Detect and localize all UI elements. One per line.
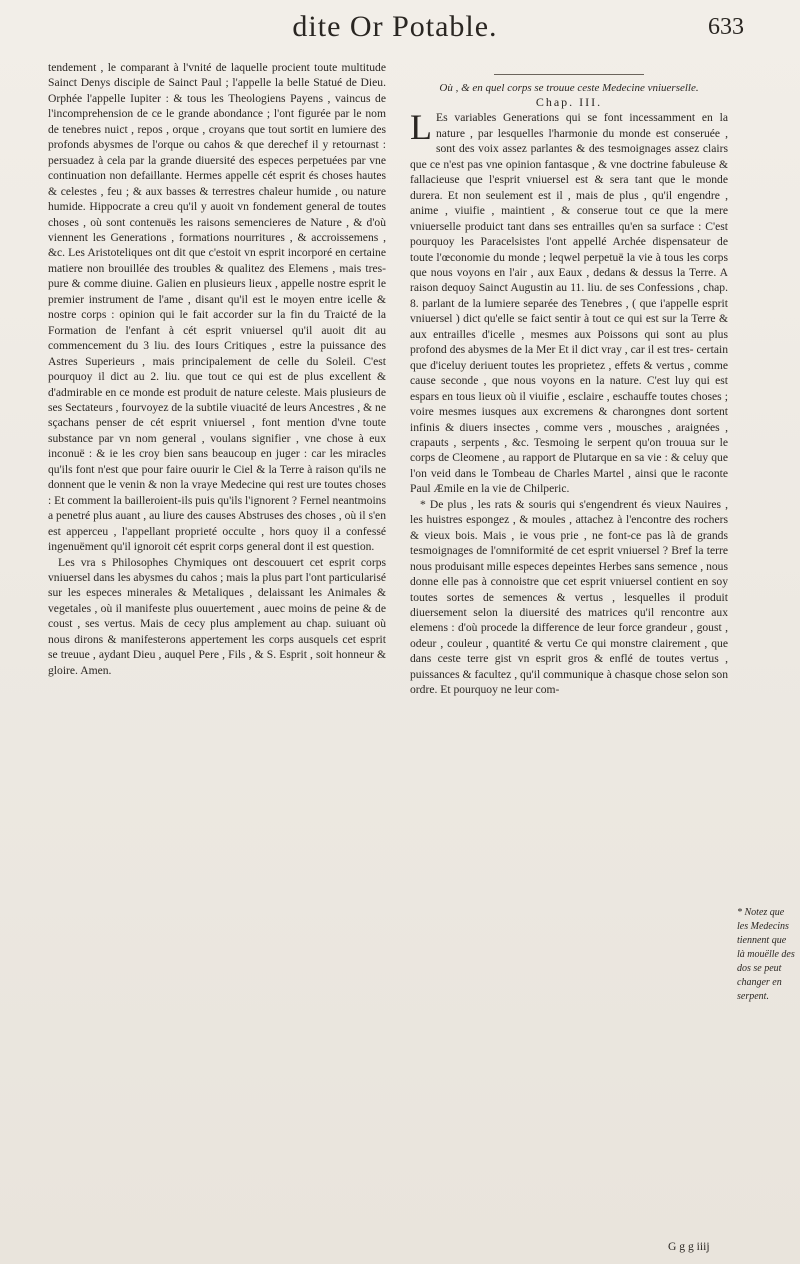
right-column	[410, 60, 728, 698]
signature-mark: G g g iiij	[668, 1240, 710, 1253]
drop-cap: L	[410, 107, 432, 148]
right-paragraph-1	[410, 107, 728, 496]
right-paragraph-1-text: Es variables Generations qui se font incessamment en la nature , par lesquelles l'harmonie du monde est conseruée , sont des voix assez parlantes & des tesmoignages assez clairs que ce n'est pas vne opinion fantasque , & vne doctrine fabuleuse & fallacieuse que l'esprit vniuersel est & sera tant que le monde durera. Et non seulement est il , mais de plus , qu'il engendre , anime , viuifie , maintient , & conserue tout ce que la mere vniuerselle produict tant dans ses entrailles qu'en sa surface : C'est pourquoy les Paracelsistes l'ont appellé Archée dispensateur de toute l'œconomie du monde ; leqwel perpetuë la vie à tous les corps que nous voyons en l'air , aux Eaux , dedans & dessus la Terre. A raison dequoy Sainct Augustin au 11. liu. de ses Confessions , chap. 8. parlant de la lumiere separée des Tenebres , ( que i'appelle esprit vniuersel ) dict qu'elle se faict sentir à tout ce qui est sur la Terre & aux entrailles d'icelle , mesmes aux Poissons qui sont au plus profond des abysmes de la Mer Et il dict vray , car il est tres- certain que d'iceluy deriuent toutes les proprietez , effets & vertus , comme cause seconde , que nous voyons en la nature. C'est luy qui est espars en tous lieux où il viuifie , esclaire , eschauffe toutes choses ; voire mesmes iusques aux excremens & charongnes dont sortent infinis & diuers insectes , comme vers , mousches , araignées , crapauts , serpents , &c. Tesmoing le serpent qu'on trouua sur le corps de Cleomene , au rapport de Plutarque en sa vie : & celuy que l'on veid dans le Tombeau de Charles Martel , ainsi que le raconte Paul Æmile en la vie de Chilperic.	[410, 111, 728, 496]
left-column	[48, 60, 386, 678]
page-number: 633	[708, 14, 744, 40]
section-rule	[494, 74, 644, 75]
running-head: dite Or Potable.	[292, 10, 498, 43]
right-paragraph-2: * De plus , les rats & souris qui s'engendrent és vieux Nauires , les huistres espongez , & moules , attachez à l'encontre des rochers & vieux bois. Mais , ie vous prie , ne font-ce pas là de grands tesmoignages de l'omniformité de cet esprit vniuersel ? Bref la terre nous produisant mille especes depeintes Herbes sans semence , nous donne elle pas à connoistre que cet esprit vniuersel contient en soy toutes sortes de semences & vertus , lesquelles il produit diuersement selon la diuersité des matrices qu'il rencontre aux elemens : d'où procede la difference de leur force grandeur , goust , odeur , couleur , quantité & vertu Ce qui monstre clairement , que dans ceste terre gist vn esprit gros & enflé de toutes vertus , puissances & facultez , qu'il communique à chasque chose selon son ordre. Et pourquoy ne leur com-	[410, 497, 728, 697]
left-paragraph-1: tendement , le comparant à l'vnité de laquelle procient toute multitude Sainct Denys disciple de Sainct Paul ; l'appelle la belle Statué de Dieu. Orphée l'appelle Iupiter : & tous les Theologiens Payens , vaincus de l'incomprehension de ce le grande abondance ; l'ont figurée par le nom de tenebres nuict , repos , orque , croyans que tout sortit en lumiere des profonds abysmes de l'orque ou cahos & que derechef il y retournast : persuadez à cela par la grande diuersité des especes perpetuées par vne continuation non defaillante. Hermes appelle cét esprit és choses hautes & celestes , feu ; & aux basses & terrestres chaleur humide , ou nature humide. Hippocrate a creu qu'il y auoit vn fondement general de toutes choses , où sont contenuës les raisons semencieres de Nature , & d'où viennent les Generations , formations nourritures , & accroissemens , &c. Les Aristoteliques ont dit que c'estoit vn esprit incorporé en certaine matiere non brouillée des troubles & qualitez des Elemens , mais tres-pure & comme diuine. Galien en plusieurs lieux , appelle nostre esprit le premier instrument de l'ame , disant qu'il est le moyen entre icelle & nostre corps : opinion qui le fait accorder sur la fin du Traicté de la Formation de l'enfant à cét esprit vniuersel qu'il auoit dit au commencement du 3 liu. des Iours Critiques , estre la puissance des Astres Superieurs , mais principalement de celle du Soleil. C'est pourquoy il dict au 2. liu. que tout ce qui est de plus excellent & d'admirable en ce monde est produit de nature celeste. Mais plusieurs de ses Sectateurs , fourvoyez de la subtile viuacité de leurs Ancestres , & ne sçachans penser de cét esprit vniuersel , font mention d'vne toute substance par vn nom general , voulans signifier , vne chose à eux inconuë : & ie les croy bien sans beaucoup en juger : car les miracles qu'ils font n'est que pour faire ouurir le Ciel & la Terre à raison qu'ils ne donnent que le venin & non la vraye Medecine qui rest ure toutes choses : Et comment la bailleroient-ils puis qu'ils l'ignorent ? Fernel neantmoins a penetré plus auant , au liure des causes Abstruses des choses , où il s'en est apperceu , l'appellant proprieté occulte , hors quoy il a confessé ingenuëment qu'il ignoroit cét esprit corps general dont il est question.	[48, 61, 386, 554]
chapter-heading: Chap. III.	[535, 95, 603, 109]
margin-note: * Notez que les Medecins tiennent que là mouëlle des dos se peut changer en serpent.	[737, 907, 795, 1002]
left-paragraph-2: Les vra s Philosophes Chymiques ont descouuert cet esprit corps vniuersel dans les abysmes du cahos ; mais la plus part l'ont particularisé sur les especes minerales & Metaliques , delaissant les Animales & vegetales , où il manifeste plus ouuertement , auec moins de peine & de coust , ses vertus. Mais de cecy plus amplement au chap. suiuant où nous dirons & manifesterons appertement les corps ausquels cet esprit se treuue , aydant Dieu , auquel Pere , Fils , & S. Esprit , soit honneur & gloire. Amen.	[48, 555, 386, 677]
section-title: Où , & en quel corps se trouue ceste Medecine vniuerselle.	[439, 82, 699, 94]
